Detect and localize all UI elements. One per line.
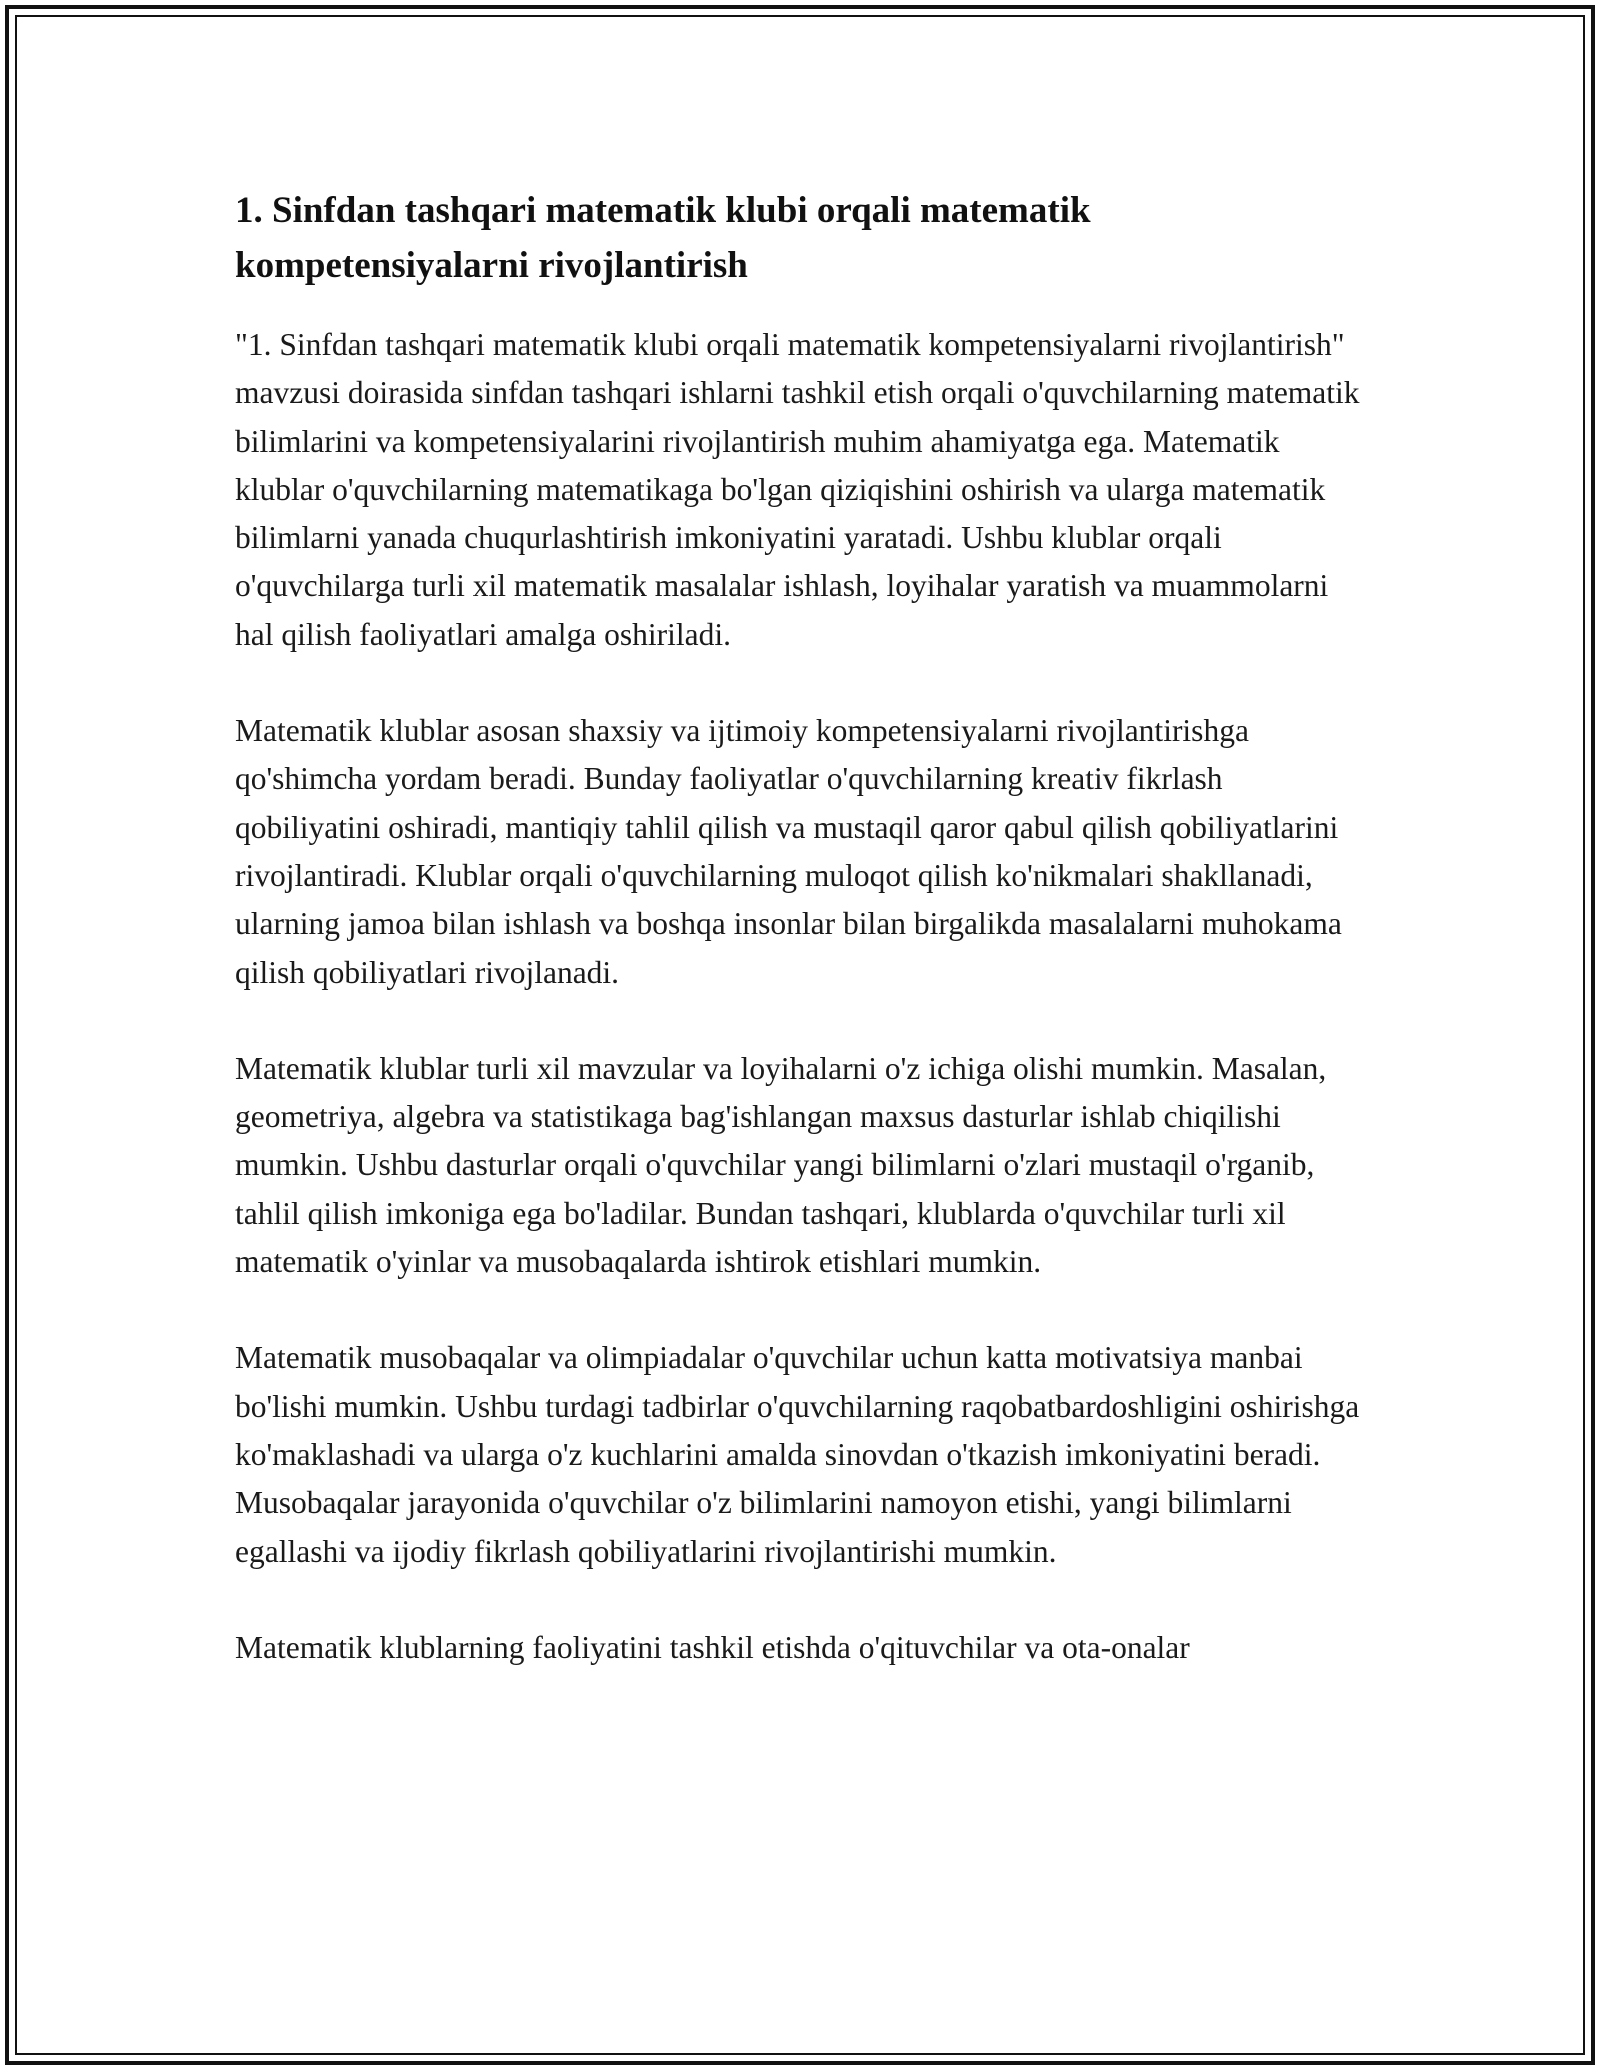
paragraph-5: Matematik klublarning faoliyatini tashkil etishda o'qituvchilar va ota-onalar xyxy=(235,1629,1190,1665)
document-body xyxy=(235,183,1370,1672)
section-heading: 1. Sinfdan tashqari matematik klubi orqali matematik kompetensiyalarni rivojlantirish xyxy=(235,190,1091,286)
paragraph-1: "1. Sinfdan tashqari matematik klubi orqali matematik kompetensiyalarni rivojlantirish" mavzusi doirasida sinfdan tashqari ishlarni tashkil etish orqali o'quvchilarning matematik bilimlarini va kompetensiyalarini rivojlantirish muhim ahamiyatga ega. Matematik klublar o'quvchilarning matematikaga bo'lgan qiziqishini oshirish va ularga matematik bilimlarni yanada chuqurlashtirish imkoniyatini yaratadi. Ushbu klublar orqali o'quvchilarga turli xil matematik masalalar ishlash, loyihalar yaratish va muammolarni hal qilish faoliyatlari amalga oshiriladi. xyxy=(235,327,1360,652)
paragraph-4: Matematik musobaqalar va olimpiadalar o'quvchilar uchun katta motivatsiya manbai bo'lishi mumkin. Ushbu turdagi tadbirlar o'quvchilarning raqobatbardoshligini oshirishga ko'maklashadi va ularga o'z kuchlarini amalda sinovdan o'tkazish imkoniyatini beradi. Musobaqalar jarayonida o'quvchilar o'z bilimlarini namoyon etishi, yangi bilimlarni egallashi va ijodiy fikrlash qobiliyatlarini rivojlantirishi mumkin. xyxy=(235,1340,1360,1569)
paragraph-2: Matematik klublar asosan shaxsiy va ijtimoiy kompetensiyalarni rivojlantirishga qo'shimcha yordam beradi. Bunday faoliyatlar o'quvchilarning kreativ fikrlash qobiliyatini oshiradi, mantiqiy tahlil qilish va mustaqil qaror qabul qilish qobiliyatlarini rivojlantiradi. Klublar orqali o'quvchilarning muloqot qilish ko'nikmalari shakllanadi, ularning jamoa bilan ishlash va boshqa insonlar bilan birgalikda masalalarni muhokama qilish qobiliyatlari rivojlanadi. xyxy=(235,713,1342,990)
paragraph-3: Matematik klublar turli xil mavzular va loyihalarni o'z ichiga olishi mumkin. Masalan, geometriya, algebra va statistikaga bag'ishlangan maxsus dasturlar ishlab chiqilishi mumkin. Ushbu dasturlar orqali o'quvchilar yangi bilimlarni o'zlari mustaqil o'rganib, tahlil qilish imkoniga ega bo'ladilar. Bundan tashqari, klublarda o'quvchilar turli xil matematik o'yinlar va musobaqalarda ishtirok etishlari mumkin. xyxy=(235,1050,1327,1280)
